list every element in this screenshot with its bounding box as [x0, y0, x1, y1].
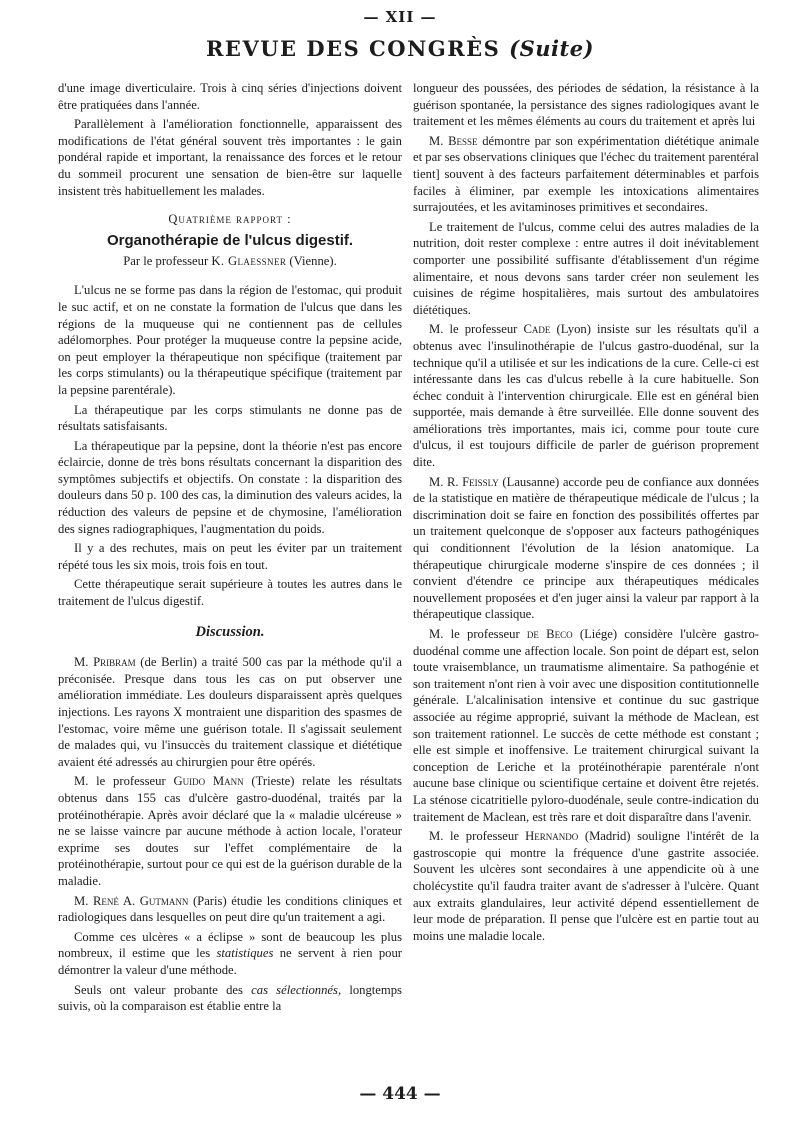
byline-author: K. Glaessner [211, 253, 287, 268]
paragraph-text: (Madrid) souligne l'intérêt de la gastroscopie qui montre la fréquence d'une gastrite associée. Souvent les ulcères sont secondaires à une appendicite où à une cholécystite qu'il faudra traiter avant de s'adresser à l'ulcère. Quant aux extraits glandulaires, leur activité dépend essentiellement de leur mode de préparation. Il pense que l'ulcère est en partie tout au moins une maladie locale. [413, 829, 759, 943]
speaker-name: Cade [523, 322, 551, 337]
right-column [413, 80, 759, 947]
emphasis: statistiques [216, 946, 274, 961]
paragraph: longueur des poussées, des périodes de sédation, la résistance à la guérison spontanée, la persistance des signes radiologiques avant le traitement et les mêmes éléments au cours du traitement et après lui [413, 81, 759, 129]
paragraph [413, 626, 759, 825]
running-head [0, 36, 800, 61]
speaker-name: M. R. Feissly [429, 474, 499, 489]
paragraph [58, 654, 402, 770]
speaker-name: de Beco [526, 627, 573, 641]
speaker-prefix: M. le professeur [429, 627, 520, 641]
paragraph [413, 321, 759, 470]
speaker-name: M. Besse [429, 133, 478, 148]
page-number: — 444 — [359, 1084, 441, 1104]
paragraph: Parallèlement à l'amélioration fonctionnelle, apparaissent des modifications de l'état général souvent très importantes : le gain pondéral rapide et important, la renaissance des forces et le retour du sommeil procurent une sensation de bien-être sur laquelle insistent très habituellement les malades. [58, 117, 402, 198]
speaker-prefix: M. le professeur [429, 829, 519, 844]
report-byline [58, 253, 402, 270]
paragraph: d'une image diverticulaire. Trois à cinq séries d'injections doivent être pratiquées dans l'année. [58, 81, 402, 112]
paragraph [413, 828, 759, 944]
paragraph [413, 133, 759, 216]
speaker-prefix: M. le professeur [429, 322, 518, 337]
paragraph-text: (Liége) considère l'ulcère gastro-duodénal comme une affection locale. Son point de départ est, selon toute vraisemblance, un traumatisme alimentaire. Sa pathogénie et son traitement n'ont rien à voir avec une disposition contitutionnelle générale. L'alcalinisation intensive et continue du suc gastrique associée au régime approprié, suivant la méthode de Maclean, est son traitement rationnel. Le succès de cette méthode est constant ; elle est simple et inoffensive. Le traitement chirurgical suivant la conception de Leriche et la protéinothérapie parentérale n'ont aucune base clinique ou scientifique certaine et doivent être rejetés. La sténose cicatritielle pyloro-duodénale, seule contre-indication du traitement de Maclean, est très rare et doit disparaître dans l'avenir. [413, 627, 759, 824]
speaker-name: M. René A. Gutmann [74, 893, 189, 908]
paragraph: Il y a des rechutes, mais on peut les éviter par un traitement répété tous les six mois, trois fois en tout. [58, 541, 402, 572]
byline-location: (Vienne). [289, 253, 337, 268]
paragraph-text: (Lyon) insiste sur les résultats qu'il a obtenus avec l'insulinothérapie de l'ulcus gastro-duodénal, sur la technique qu'il a utilisée et sur les indications de la cure. Celle-ci est intéressante dans les cas d'ulcus rebelle à la cure habituelle. Son échec conduit à l'intervention chirurgicale. Elle est en général bien supportée, mais demande à être surveillée. Elle donne souvent des améliorations très importantes, mais ici, comme pour toute cure d'ulcus, il est toujours difficile de parler de guérison proprement dite. [413, 322, 759, 470]
report-label: Quatrième rapport : [168, 212, 292, 227]
page-roman-numeral: — XII — [363, 8, 437, 26]
paragraph-text: ne servent à rien pour démontrer la valeur d'une méthode. [58, 946, 402, 977]
paragraph: Le traitement de l'ulcus, comme celui des autres maladies de la nutrition, doit rester complexe : entre autres il doit inévitablement comporter une possibilité suffisante d'établissement d'un régime alimentaire, et nous devons sans tarder créer non seulement les cuisines de régime hospitalières, mais surtout des ambulatoires diététiques. [413, 219, 759, 317]
paragraph: La thérapeutique par les corps stimulants ne donne pas de résultats satisfaisants. [58, 402, 402, 434]
paragraph-text: longtemps suivis, où la comparaison est établie entre la [58, 982, 402, 1014]
discussion-heading: Discussion. [195, 623, 265, 640]
paragraph: La thérapeutique par la pepsine, dont la théorie n'est pas encore éclaircie, donne de très bons résultats concernant la disparition des symptômes subjectifs et objectifs. On constate : la disparition des douleurs dans 50 p. 100 des cas, la diminution des valeurs acides, la réduction des valeurs de pepsine et de chymosine, l'amélioration des signes radiographiques, l'augmentation du poids. [58, 438, 402, 536]
paragraph [413, 474, 759, 623]
byline-prefix: Par le professeur [123, 253, 209, 268]
speaker-name: Guido Mann [173, 774, 244, 789]
left-column [58, 80, 402, 1018]
paragraph [58, 773, 402, 889]
running-head-title: REVUE DES CONGRÈS [205, 36, 501, 61]
speaker-prefix: M. le professeur [74, 774, 166, 789]
paragraph [58, 982, 402, 1015]
paragraph: L'ulcus ne se forme pas dans la région de l'estomac, qui produit le suc actif, et on ne constate la formation de l'ulcus que dans les régions de la muqueuse qui ne contiennent pas de cellules adélomorphes. Pour protéger la muqueuse contre la pepsine acide, on peut employer la thérapeutique non spécifique (traitement par les corps stimulants) ou la thérapeutique spécifique (traitement par la pepsine parentérale). [58, 283, 402, 397]
paragraph-text: Seuls ont valeur probante des [74, 982, 243, 997]
paragraph [58, 893, 402, 926]
paragraph-text: (Paris) étudie les conditions cliniques et radiologiques dans lesquelles on peut dire qu'un traitement a agi. [58, 893, 402, 925]
paragraph-text: (Lausanne) accorde peu de confiance aux données de la statistique en matière de thérapeutique médicale de l'ulcus ; la discrimination doit se faire en fonction des possibilités offertes par un traitement quelconque de s'opposer aux facteurs pathogéniques qui conditionnent l'évolution de la lésion anatomique. La thérapeutique chirurgicale moderne s'inspire de ces données ; il convient d'étendre ce principe aux thérapeutiques médicales nouvellement proposées et d'en juger ainsi la valeur par rapport à la thérapeutique classique. [413, 474, 759, 622]
speaker-name: M. Pribram [74, 655, 136, 670]
paragraph [58, 929, 402, 979]
paragraph-text: Comme ces ulcères « a éclipse » sont de beaucoup les plus nombreux, il estime que les [58, 929, 402, 961]
speaker-name: Hernando [525, 829, 579, 844]
paragraph: Cette thérapeutique serait supérieure à toutes les autres dans le traitement de l'ulcus digestif. [58, 577, 402, 609]
running-head-suffix: (Suite) [509, 36, 594, 61]
paragraph-text: (de Berlin) a traité 500 cas par la méthode qu'il a préconisée. Presque dans tous les cas on put observer une amélioration immédiate. Les douleurs disparaissent après quelques injections. Les rayons X montraient une disparition des spasmes de l'estomac, voire même une guérison totale. Il s'agissait seulement de malades qui, vu l'insuccès du traitement classique et diététique avaient été adressés au chirurgien pour être opérés. [58, 655, 402, 769]
paragraph-text: (Trieste) relate les résultats obtenus dans 155 cas d'ulcère gastro-duodénal, traités par la protéinothérapie. Après avoir déclaré que la « maladie ulcéreuse » ne se laisse vaincre par aucune méthode à action locale, l'orateur exprime ses doutes sur l'effet complémentaire de la protéinothérapie, surtout pour ce qui est de la guérison durable de la maladie. [58, 774, 402, 888]
paragraph-text: démontre par son expérimentation diététique animale et par ses observations cliniques que l'échec du traitement parentéral tient] souvent à des facteurs parfaitement déterminables et parfois faciles à éliminer, par exemple les intoxications alimentaires surrajoutées, et les avitaminoses primitives et secondaires. [413, 133, 759, 215]
report-title: Organothérapie de l'ulcus digestif. [106, 231, 354, 249]
emphasis: cas sélectionnés, [251, 982, 342, 997]
